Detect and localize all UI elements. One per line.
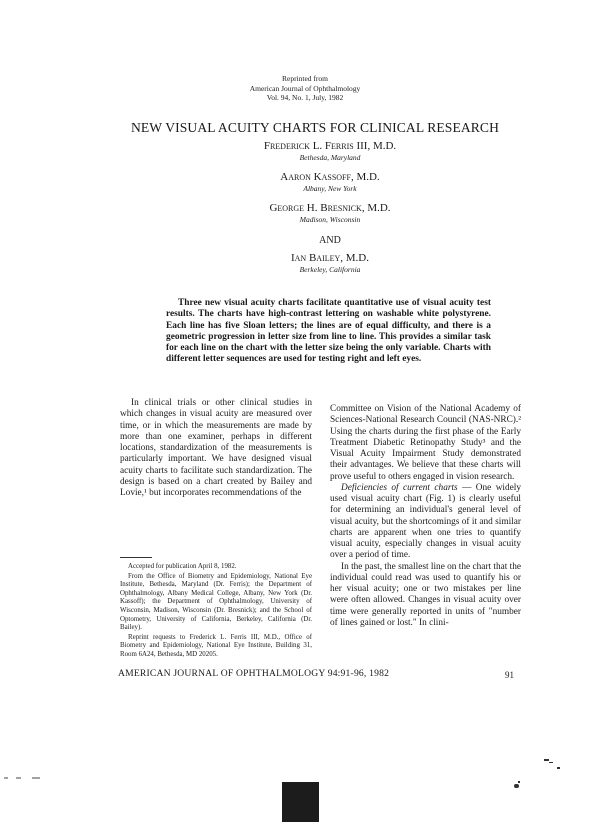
- body-paragraph: In the past, the smallest line on the chart that the individual could read was used to quantify his or her visual acuity; one or two mistakes per line were often allowed. Changes in visual acuity over time were generally reported in units of "number of lines gained or lost." In clini-: [330, 561, 521, 628]
- journal-citation: AMERICAN JOURNAL OF OPHTHALMOLOGY 94:91-96, 1982: [118, 668, 390, 679]
- author-conjunction: AND: [319, 235, 341, 246]
- body-paragraph: In clinical trials or other clinical studies in which changes in visual acuity are measured over time, or in which the measurements are made by more than one examiner, perhaps in different locations, standardization of the measurements is particularly important. We have designed visual acuity charts to facilitate such standardization. The design is based on a chart created by Bailey and Lovie,¹ but incorporates recommendations of the: [120, 398, 312, 498]
- footnotes: [120, 563, 312, 661]
- abstract-text: Three new visual acuity charts facilitate quantitative use of visual acuity test results. The charts have high-contrast lettering on washable white polystyrene. Each line has five Sloan letters; the lines are of equal difficulty, and there is a geometric progression in letter size from line to line. This provides a similar task for each line on the chart with the letter size being the only variable. Charts with different letter sequences are used for testing right and left eyes.: [166, 298, 491, 365]
- footnote-accepted: Accepted for publication April 8, 1982.: [128, 563, 237, 570]
- author-location: Albany, New York: [303, 184, 357, 193]
- reprint-notice: [200, 74, 410, 103]
- author-name: Frederick L. Ferris III, M.D.: [263, 140, 397, 152]
- scan-speck: [518, 781, 520, 783]
- author-block: [200, 171, 460, 193]
- footnote-reprints: Reprint requests to Frederick L. Ferris III, M.D., Office of Biometry and Epidemiology, National Eye Institute, Building 31, Room 6A24, Bethesda, MD 20205.: [120, 633, 312, 658]
- abstract: [166, 298, 491, 366]
- reprint-line-3: Vol. 94, No. 1, July, 1982: [266, 93, 344, 102]
- reprint-line-1: Reprinted from: [281, 74, 329, 83]
- scan-speck: [514, 784, 519, 788]
- reprint-line-2: American Journal of Ophthalmology: [249, 83, 361, 93]
- page-number: 91: [505, 670, 514, 680]
- scan-speck: [544, 759, 549, 761]
- author-name: Ian Bailey, M.D.: [290, 252, 370, 264]
- author-block: [200, 252, 460, 274]
- author-location: Berkeley, California: [299, 265, 361, 274]
- section-heading: Deficiencies of current charts: [341, 482, 458, 493]
- section-text: — One widely used visual acuity chart (Fig. 1) is clearly useful for determining an individual's general level of visual acuity, but the shortcomings of it and similar charts are apparent when one tries to quantify visual acuity, especially changes in visual acuity over a period of time.: [330, 482, 521, 561]
- author-block: [200, 140, 460, 162]
- footnote-divider: [120, 557, 152, 558]
- author-name: Aaron Kassoff, M.D.: [280, 171, 380, 183]
- body-paragraph: [330, 483, 521, 562]
- author-name: George H. Bresnick, M.D.: [269, 202, 391, 214]
- body-column-left: [120, 398, 312, 499]
- scan-speck: [549, 762, 553, 763]
- footnote-affiliations: From the Office of Biometry and Epidemiology, National Eye Institute, Bethesda, Maryland (Dr. Ferris); the Department of Ophthalmology, Albany Medical College, Albany, New York (Dr. Kassoff); the Department of Ophthalmology, University of Wisconsin, Madison, Wisconsin (Dr. Bresnick); and the School of Optometry, University of California, Berkeley, California (Dr. Bailey).: [120, 572, 312, 632]
- scan-speck: [557, 767, 560, 769]
- body-column-right: [330, 404, 521, 629]
- article-title: NEW VISUAL ACUITY CHARTS FOR CLINICAL RESEARCH: [130, 120, 500, 135]
- scan-mark: [4, 776, 44, 780]
- body-paragraph: Committee on Vision of the National Academy of Sciences-National Research Council (NAS-NRC).² Using the charts during the first phase of the Early Treatment Diabetic Retinopathy Study³ and the Visual Acuity Impairment Study demonstrated their advantages. We believe that these charts will prove useful to others engaged in vision research.: [330, 404, 521, 482]
- scan-binding-mark: [282, 782, 319, 822]
- author-block: [200, 202, 460, 224]
- author-location: Madison, Wisconsin: [299, 215, 361, 224]
- author-location: Bethesda, Maryland: [299, 153, 361, 162]
